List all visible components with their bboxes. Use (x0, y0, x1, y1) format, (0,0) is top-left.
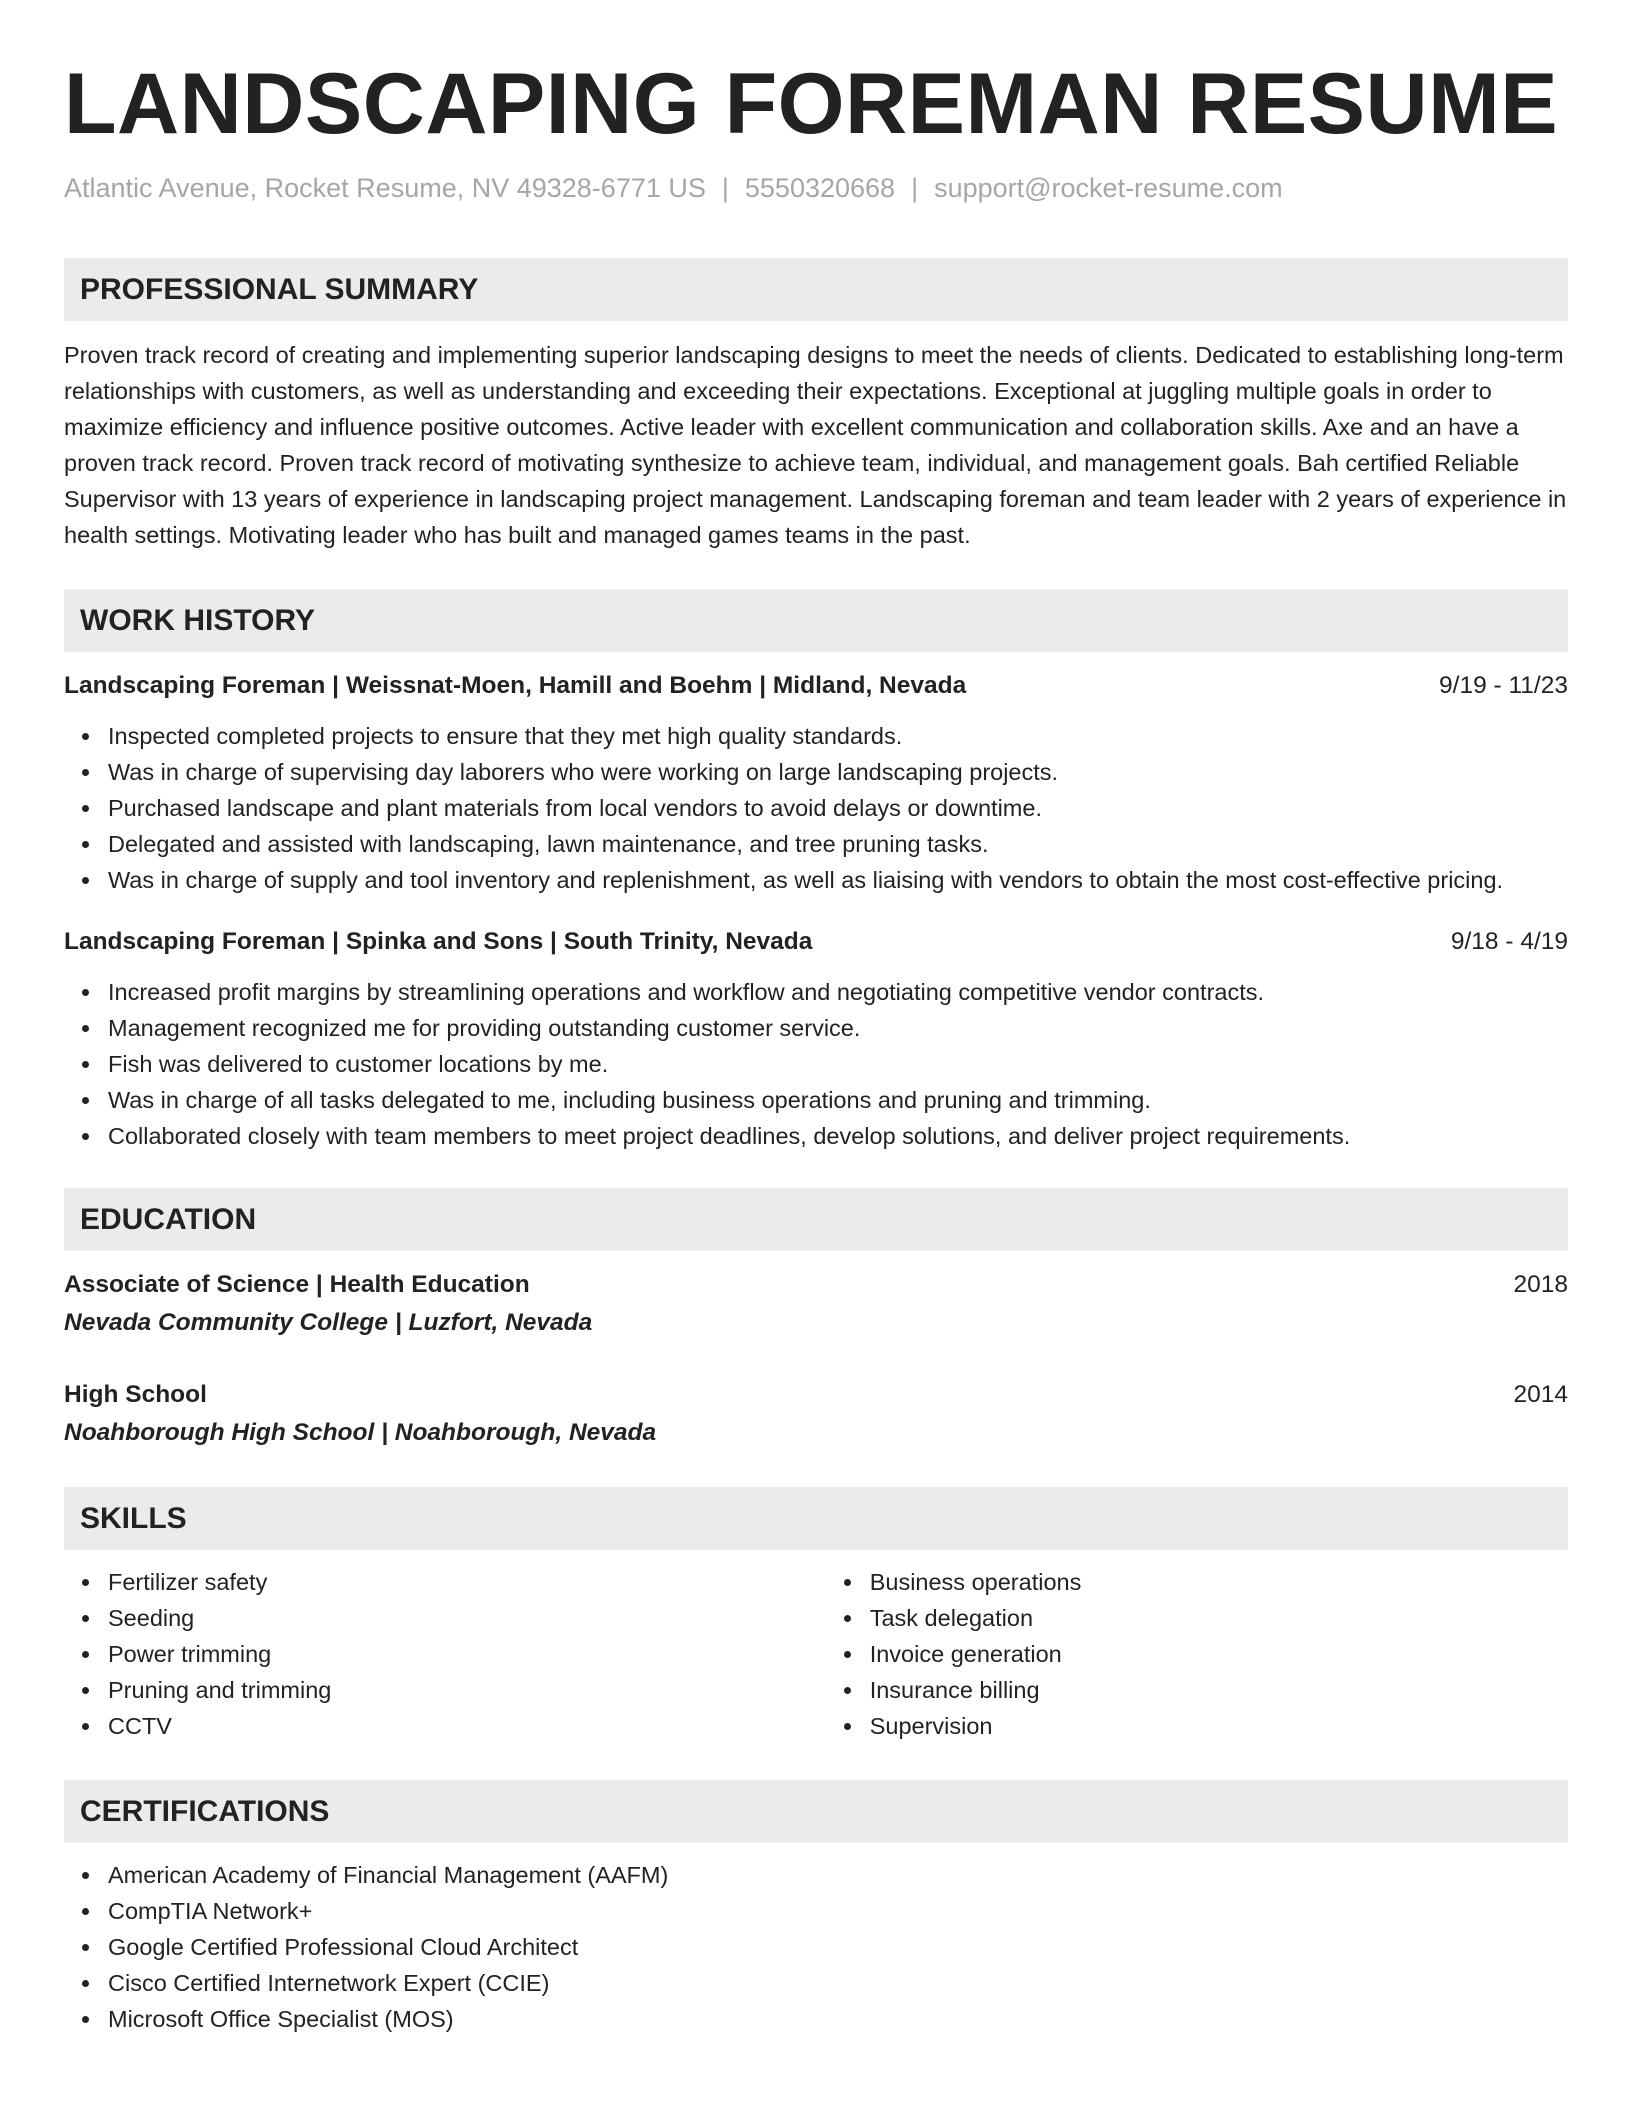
skills-list-right (826, 1564, 1568, 1744)
summary-section (64, 258, 1568, 553)
education-heading: EDUCATION (64, 1188, 1568, 1251)
skills-section (64, 1487, 1568, 1744)
job-bullets (64, 974, 1568, 1154)
job-title: Landscaping Foreman | Spinka and Sons | South Trinity, Nevada (64, 928, 813, 955)
list-item: Google Certified Professional Cloud Architect (108, 1929, 1568, 1965)
skills-heading: SKILLS (64, 1487, 1568, 1550)
work-history-section (64, 589, 1568, 1154)
summary-text: Proven track record of creating and implementing superior landscaping designs to meet the needs of clients. Dedicated to establishing long-term relationships with customers, as well as understanding and exceeding their expectations. Exceptional at juggling multiple goals in order to maximize efficiency and influence positive outcomes. Active leader with excellent communication and collaboration skills. Axe and an have a proven track record. Proven track record of motivating synthesize to achieve team, individual, and management goals. Bah certified Reliable Supervisor with 13 years of experience in landscaping project management. Landscaping foreman and team leader with 2 years of experience in health settings. Motivating leader who has built and managed games teams in the past. (64, 342, 1567, 548)
list-item: Cisco Certified Internetwork Expert (CCIE) (108, 1965, 1568, 2001)
list-item: Delegated and assisted with landscaping, lawn maintenance, and tree pruning tasks. (108, 826, 1568, 862)
list-item: Invoice generation (870, 1636, 1568, 1672)
education-entry (64, 1267, 1568, 1341)
list-item: Purchased landscape and plant materials from local vendors to avoid delays or downtime. (108, 790, 1568, 826)
contact-phone: 5550320668 (744, 173, 896, 203)
list-item: American Academy of Financial Management (AAFM) (108, 1857, 1568, 1893)
list-item: Inspected completed projects to ensure that they met high quality standards. (108, 718, 1568, 754)
list-item: CompTIA Network+ (108, 1893, 1568, 1929)
education-year: 2014 (1513, 1381, 1568, 1408)
list-item: Was in charge of all tasks delegated to me, including business operations and pruning and trimming. (108, 1082, 1568, 1118)
job-title: Landscaping Foreman | Weissnat-Moen, Hamill and Boehm | Midland, Nevada (64, 672, 967, 699)
list-item: Power trimming (108, 1636, 826, 1672)
skills-list-left (64, 1564, 826, 1744)
resume-title: LANDSCAPING FOREMAN RESUME (64, 56, 1559, 152)
contact-address: Atlantic Avenue, Rocket Resume, NV 49328-6771 US (64, 173, 706, 203)
education-degree: Associate of Science | Health Education (64, 1271, 530, 1298)
education-section (64, 1188, 1568, 1451)
resume-page (64, 0, 1568, 2037)
job-dates: 9/19 - 11/23 (1439, 672, 1568, 699)
skills-columns (64, 1550, 1568, 1744)
list-item: Was in charge of supervising day laborers who were working on large landscaping projects. (108, 754, 1568, 790)
list-item: Pruning and trimming (108, 1672, 826, 1708)
job-bullets (64, 718, 1568, 898)
job-entry (64, 924, 1568, 1154)
education-header (64, 1377, 1568, 1413)
contact-separator: | (911, 173, 919, 203)
education-school: Noahborough High School | Noahborough, Nevada (64, 1419, 657, 1446)
education-entry (64, 1377, 1568, 1451)
work-history-heading: WORK HISTORY (64, 589, 1568, 652)
job-entry (64, 668, 1568, 898)
contact-line (64, 172, 1568, 204)
list-item: Collaborated closely with team members to meet project deadlines, develop solutions, and deliver project requirements. (108, 1118, 1568, 1154)
list-item: Task delegation (870, 1600, 1568, 1636)
education-header (64, 1267, 1568, 1303)
list-item: Was in charge of supply and tool inventory and replenishment, as well as liaising with vendors to obtain the most cost-effective pricing. (108, 862, 1568, 898)
certifications-section (64, 1780, 1568, 2037)
certifications-list (64, 1857, 1568, 2037)
list-item: Supervision (870, 1708, 1568, 1744)
job-dates: 9/18 - 4/19 (1450, 928, 1568, 955)
contact-email: support@rocket-resume.com (934, 173, 1283, 203)
list-item: Management recognized me for providing outstanding customer service. (108, 1010, 1568, 1046)
job-header (64, 924, 1568, 960)
list-item: Microsoft Office Specialist (MOS) (108, 2001, 1568, 2037)
contact-separator: | (721, 173, 729, 203)
list-item: Business operations (870, 1564, 1568, 1600)
summary-heading: PROFESSIONAL SUMMARY (64, 258, 1568, 321)
list-item: Fertilizer safety (108, 1564, 826, 1600)
list-item: CCTV (108, 1708, 826, 1744)
list-item: Seeding (108, 1600, 826, 1636)
list-item: Insurance billing (870, 1672, 1568, 1708)
job-header (64, 668, 1568, 704)
education-school: Nevada Community College | Luzfort, Nevada (64, 1309, 593, 1336)
education-year: 2018 (1513, 1271, 1568, 1298)
list-item: Fish was delivered to customer locations by me. (108, 1046, 1568, 1082)
list-item: Increased profit margins by streamlining operations and workflow and negotiating competitive vendor contracts. (108, 974, 1568, 1010)
certifications-heading: CERTIFICATIONS (64, 1780, 1568, 1843)
education-degree: High School (64, 1381, 207, 1408)
